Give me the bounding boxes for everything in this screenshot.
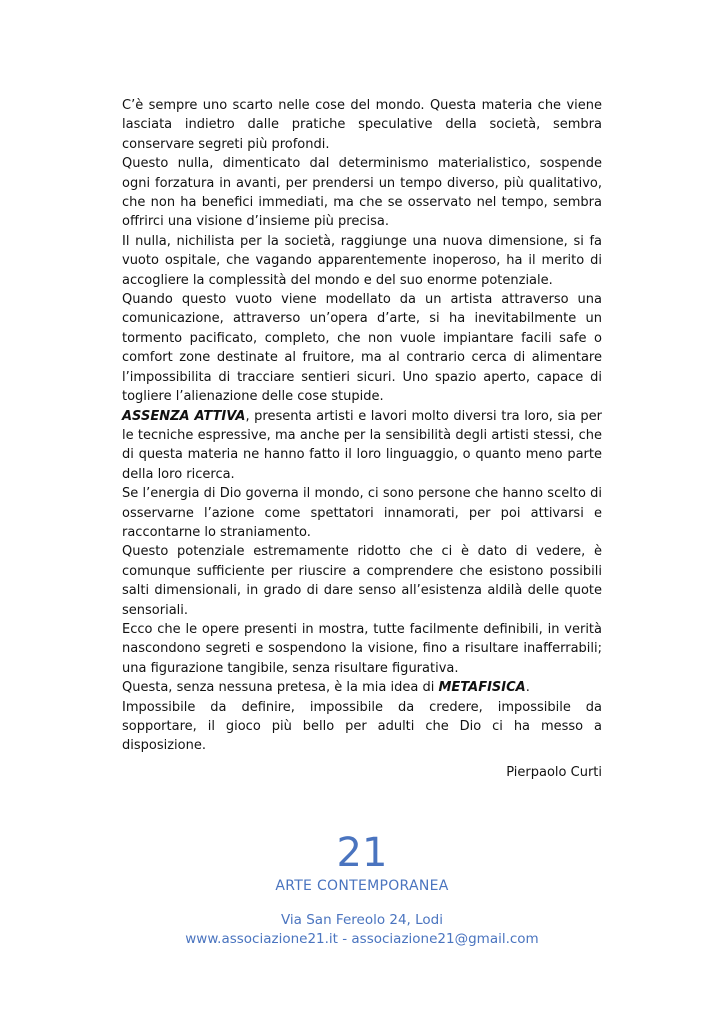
paragraph-9-end: . <box>525 680 530 696</box>
paragraph-3: Il nulla, nichilista per la società, raggiunge una nuova dimensione, si fa vuoto ospitale, che vagando apparentemente inoperoso, ha il merito di accogliere la complessità del mondo e del suo enorme potenziale. <box>122 233 602 288</box>
paragraph-10: Impossibile da definire, impossibile da credere, impossibile da sopportare, il gioco più bello per adulti che Dio ci ha messo a disposizione. <box>122 699 602 754</box>
paragraph-9-text: Questa, senza nessuna pretesa, è la mia idea di <box>122 680 439 696</box>
paragraph-5-text: , presenta artisti e lavori molto diversi tra loro, sia per le tecniche espressive, ma anche per la sensibilità degli artisti stessi, che di questa materia ne hanno fatto il loro linguaggio, o quanto meno parte della loro ricerca. <box>122 408 602 482</box>
paragraph-1: C’è sempre uno scarto nelle cose del mondo. Questa materia che viene lasciata indietro dalle pratiche speculative della società, sembra conservare segreti più profondi. <box>122 98 602 152</box>
metafisica-emphasis: METAFISICA <box>438 680 526 696</box>
paragraph-5 <box>122 407 602 485</box>
paragraph-4: Quando questo vuoto viene modellato da un artista attraverso una comunicazione, attraverso un’opera d’arte, si ha inevitabilmente un tormento pacificato, completo, che non vuole impiantare facili safe o comfort zone destinate al fruitore, ma al contrario cerca di alimentare l’impossibilita di tracciare sentieri sicuri. Uno spazio aperto, capace di togliere l’alienazione delle cose stupide. <box>122 292 602 405</box>
footer-subtitle: ARTE CONTEMPORANEA <box>275 878 449 894</box>
footer-logo-number: 21 <box>336 830 388 876</box>
author-signature: Pierpaolo Curti <box>506 765 602 780</box>
paragraph-8: Ecco che le opere presenti in mostra, tutte facilmente definibili, in verità nascondono segreti e sospendono la visione, fino a risultare inafferrabili; una figurazione tangibile, senza risultare figurativa. <box>122 621 602 676</box>
footer-address: Via San Fereolo 24, Lodi <box>280 912 444 928</box>
footer-contact-links[interactable]: www.associazione21.it - associazione21@gmail.com <box>185 931 539 947</box>
paragraph-7: Questo potenziale estremamente ridotto che ci è dato di vedere, è comunque sufficiente per riuscire a comprendere che esistono possibili salti dimensionali, in grado di dare senso all’esistenza aldilà delle quote sensoriali. <box>122 544 602 618</box>
paragraph-6: Se l’energia di Dio governa il mondo, ci sono persone che hanno scelto di osservarne l’azione come spettatori innamorati, per poi attivarsi e raccontarne lo straniamento. <box>122 486 602 540</box>
paragraph-9 <box>122 678 602 697</box>
exhibition-title: ASSENZA ATTIVA <box>122 408 246 424</box>
essay-text <box>122 96 602 756</box>
paragraph-2: Questo nulla, dimenticato dal determinismo materialistico, sospende ogni forzatura in avanti, per prendersi un tempo diverso, più qualitativo, che non ha benefici immediati, ma che se osservato nel tempo, sembra offrirci una visione d’insieme più precisa. <box>122 156 602 230</box>
